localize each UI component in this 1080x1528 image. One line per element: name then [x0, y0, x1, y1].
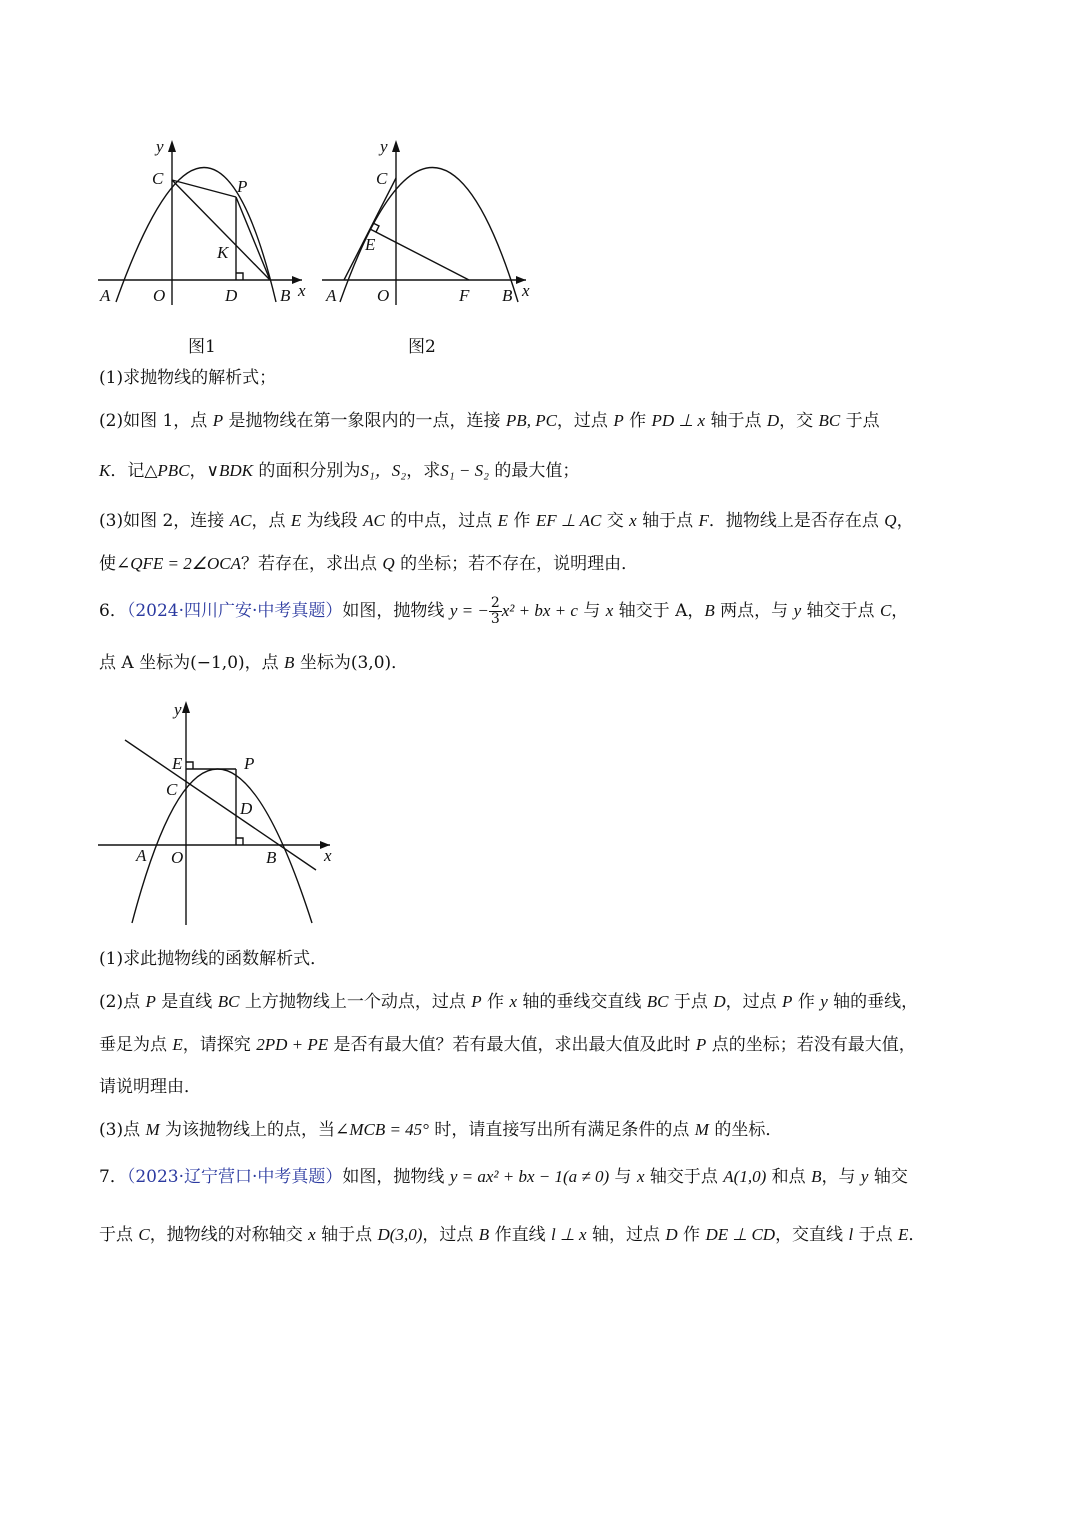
- fig3-label-E: E: [172, 754, 183, 773]
- fig1-label-O: O: [153, 286, 166, 305]
- q7-line1: 7．（2023·辽宁营口·中考真题）如图，抛物线 y = ax² + bx − 1(a ≠ 0) 与 x 轴交于点 A(1,0) 和点 B，与 y 轴交: [99, 1167, 908, 1187]
- fig3-label-B: B: [266, 848, 277, 867]
- fig1-label-x: x: [298, 281, 306, 300]
- q5-part3-line1: (3)如图 2，连接 AC，点 E 为线段 AC 的中点，过点 E 作 EF ⊥ AC 交 x 轴于点 F．抛物线上是否存在点 Q，: [99, 511, 914, 531]
- fig2-label-E: E: [365, 235, 376, 254]
- fig3-label-P: P: [244, 754, 255, 773]
- figure-2-caption: 图2: [408, 337, 436, 357]
- fig2-label-O: O: [377, 286, 390, 305]
- q5-part1: (1)求抛物线的解析式；: [99, 368, 277, 388]
- q6-line2: 点 A 坐标为(−1,0)，点 B 坐标为(3,0)．: [99, 653, 409, 673]
- fig3-label-y: y: [174, 700, 182, 719]
- figure-1-caption: 图1: [188, 337, 216, 357]
- q5-part2-line1: (2)如图 1，点 P 是抛物线在第一象限内的一点，连接 PB, PC，过点 P 作 PD ⊥ x 轴于点 D，交 BC 于点: [99, 411, 880, 431]
- figure-2: [314, 130, 539, 320]
- q6-part2-line2: 垂足为点 E，请探究 2PD + PE 是否有最大值？若有最大值，求出最大值及此时 P 点的坐标；若没有最大值，: [99, 1035, 916, 1055]
- fig1-label-y: y: [156, 137, 164, 156]
- q5-part3-line2: 使∠QFE = 2∠OCA？若存在，求出点 Q 的坐标；若不存在，说明理由．: [99, 554, 639, 574]
- q6-line1: 6．（2024·四川广安·中考真题）如图，抛物线 y = − $\frac{2}{3}$ x² + bx + c 与 x 轴交于 A，B 两点，与 y 轴交于点 C，: [99, 595, 909, 627]
- fig2-label-A: A: [326, 286, 337, 305]
- fig3-label-O: O: [171, 848, 184, 867]
- fig3-label-A: A: [136, 846, 147, 865]
- q6-fraction: $\frac{2}{3}$: [490, 595, 500, 627]
- q7-line2: 于点 C，抛物线的对称轴交 x 轴于点 D(3,0)，过点 B 作直线 l ⊥ x 轴，过点 D 作 DE ⊥ CD，交直线 l 于点 E．: [99, 1225, 926, 1245]
- fig2-label-x: x: [522, 281, 530, 300]
- fig3-label-C: C: [166, 780, 178, 799]
- fig2-label-B: B: [502, 286, 513, 305]
- fig3-label-D: D: [240, 799, 253, 818]
- q6-part2-line3: 请说明理由．: [99, 1077, 201, 1097]
- q6-part1: (1)求此抛物线的函数解析式．: [99, 949, 328, 969]
- fig1-label-C: C: [152, 169, 164, 188]
- q7-source: （2023·辽宁营口·中考真题）: [126, 1167, 343, 1187]
- q6-part2-line1: (2)点 P 是直线 BC 上方抛物线上一个动点，过点 P 作 x 轴的垂线交直线 BC 于点 D，过点 P 作 y 轴的垂线，: [99, 992, 919, 1012]
- figure-1: [90, 130, 320, 320]
- fig2-label-y: y: [380, 137, 388, 156]
- fig3-label-x: x: [324, 846, 332, 865]
- q6-source: （2024·四川广安·中考真题）: [126, 601, 343, 621]
- fig2-label-C: C: [376, 169, 388, 188]
- fig1-label-B: B: [280, 286, 291, 305]
- fig2-label-F: F: [459, 286, 470, 305]
- q6-part3: (3)点 M 为该抛物线上的点，当∠MCB = 45° 时，请直接写出所有满足条件的点 M 的坐标．: [99, 1120, 783, 1140]
- fig1-label-K: K: [217, 243, 229, 262]
- fig1-label-D: D: [225, 286, 238, 305]
- fig1-label-P: P: [237, 177, 248, 196]
- fig1-label-A: A: [100, 286, 111, 305]
- q5-part2-line2: K．记△PBC，∨BDK 的面积分别为S₁，S₂，求S₁ − S₂ 的最大值；: [99, 461, 580, 481]
- figure-3: [90, 695, 350, 930]
